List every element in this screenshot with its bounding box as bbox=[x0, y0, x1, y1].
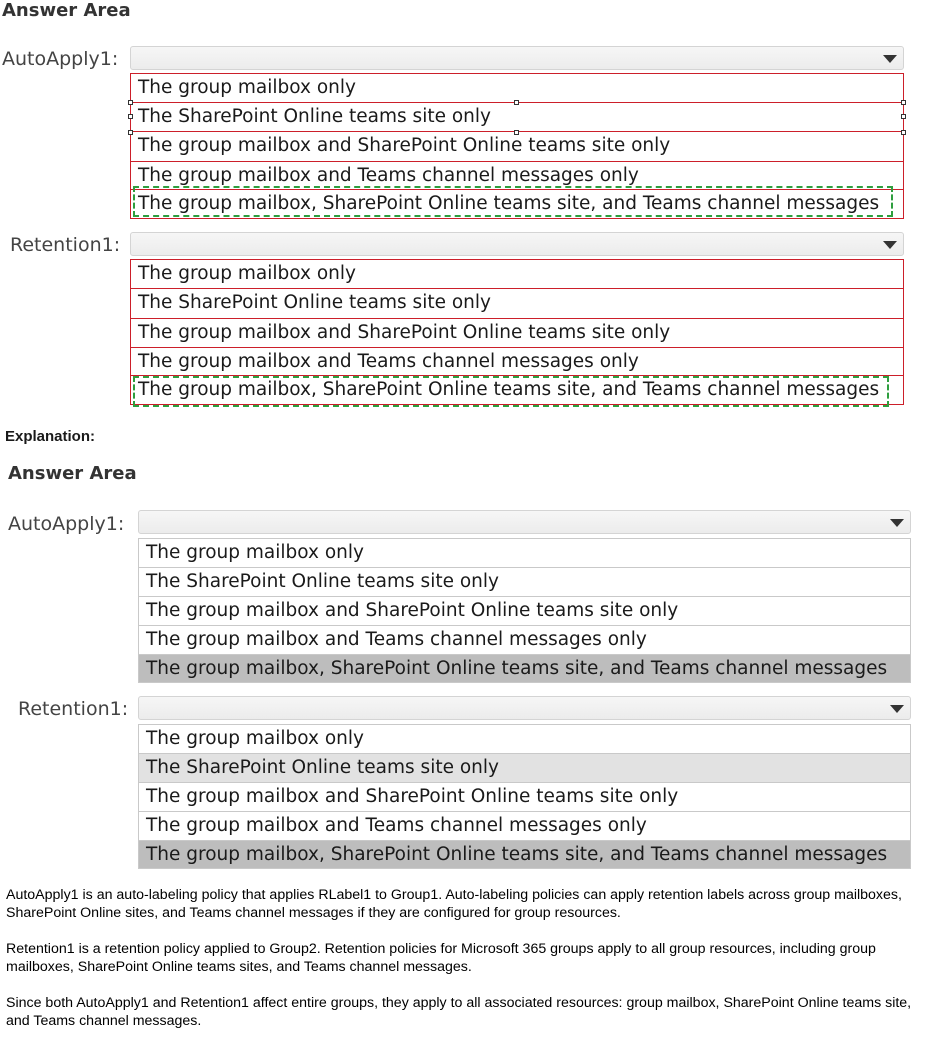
retention-option-2[interactable]: The SharePoint Online teams site only bbox=[130, 288, 904, 319]
answer-autoapply-option-5-selected[interactable]: The group mailbox, SharePoint Online teams site, and Teams channel messages bbox=[138, 654, 911, 683]
answer-autoapply-option-2[interactable]: The SharePoint Online teams site only bbox=[138, 567, 911, 597]
explanation-heading: Explanation: bbox=[5, 428, 96, 445]
answer-autoapply-option-1[interactable]: The group mailbox only bbox=[138, 538, 911, 568]
chevron-down-icon[interactable] bbox=[888, 514, 904, 530]
chevron-down-icon[interactable] bbox=[888, 700, 904, 716]
answer-autoapply-dropdown[interactable] bbox=[138, 510, 911, 534]
autoapply-option-4[interactable]: The group mailbox and Teams channel messages only bbox=[130, 161, 904, 190]
answer-autoapply-label: AutoApply1: bbox=[8, 513, 125, 535]
resize-handle[interactable] bbox=[514, 100, 519, 105]
chevron-down-icon[interactable] bbox=[881, 236, 897, 252]
autoapply-option-5[interactable]: The group mailbox, SharePoint Online teams site, and Teams channel messages bbox=[130, 189, 904, 219]
answer-retention-option-2[interactable]: The SharePoint Online teams site only bbox=[138, 753, 911, 783]
resize-handle[interactable] bbox=[128, 114, 133, 119]
autoapply-dropdown[interactable] bbox=[130, 46, 904, 70]
retention-option-5[interactable]: The group mailbox, SharePoint Online teams site, and Teams channel messages bbox=[130, 375, 904, 405]
resize-handle[interactable] bbox=[901, 100, 906, 105]
resize-handle[interactable] bbox=[128, 130, 133, 135]
retention-option-1[interactable]: The group mailbox only bbox=[130, 259, 904, 289]
retention-label: Retention1: bbox=[10, 234, 121, 256]
retention-dropdown[interactable] bbox=[130, 232, 904, 256]
autoapply-option-2[interactable]: The SharePoint Online teams site only bbox=[130, 102, 904, 132]
answer-autoapply-option-4[interactable]: The group mailbox and Teams channel messages only bbox=[138, 625, 911, 655]
retention-option-4[interactable]: The group mailbox and Teams channel messages only bbox=[130, 347, 904, 376]
explanation-area-title: Answer Area bbox=[8, 463, 137, 484]
question-area-title: Answer Area bbox=[2, 0, 131, 21]
answer-retention-option-3[interactable]: The group mailbox and SharePoint Online teams site only bbox=[138, 782, 911, 812]
explanation-paragraph-2: Retention1 is a retention policy applied to Group2. Retention policies for Microsoft 365 groups apply to all group resources, including group mailboxes, SharePoint Online teams sites, and Teams channel messages. bbox=[6, 941, 876, 975]
explanation-paragraph-3: Since both AutoApply1 and Retention1 affect entire groups, they apply to all associated resources: group mailbox, SharePoint Online teams site, and Teams channel messages. bbox=[6, 995, 912, 1029]
resize-handle[interactable] bbox=[901, 114, 906, 119]
answer-autoapply-option-3[interactable]: The group mailbox and SharePoint Online teams site only bbox=[138, 596, 911, 626]
answer-retention-option-4[interactable]: The group mailbox and Teams channel messages only bbox=[138, 811, 911, 841]
answer-retention-option-5-selected[interactable]: The group mailbox, SharePoint Online teams site, and Teams channel messages bbox=[138, 840, 911, 869]
explanation-paragraph-1: AutoApply1 is an auto-labeling policy that applies RLabel1 to Group1. Auto-labeling policies can apply retention labels across group mailboxes, SharePoint Online sites, and Teams channel messages if they are configured for group resources. bbox=[6, 887, 902, 921]
autoapply-option-3[interactable]: The group mailbox and SharePoint Online teams site only bbox=[130, 131, 904, 162]
chevron-down-icon[interactable] bbox=[881, 50, 897, 66]
autoapply-label: AutoApply1: bbox=[2, 48, 119, 70]
retention-option-3[interactable]: The group mailbox and SharePoint Online teams site only bbox=[130, 318, 904, 348]
answer-retention-dropdown[interactable] bbox=[138, 696, 911, 720]
answer-retention-option-1[interactable]: The group mailbox only bbox=[138, 724, 911, 754]
autoapply-option-1[interactable]: The group mailbox only bbox=[130, 73, 904, 103]
resize-handle[interactable] bbox=[514, 130, 519, 135]
answer-retention-label: Retention1: bbox=[18, 698, 129, 720]
resize-handle[interactable] bbox=[128, 100, 133, 105]
resize-handle[interactable] bbox=[901, 130, 906, 135]
